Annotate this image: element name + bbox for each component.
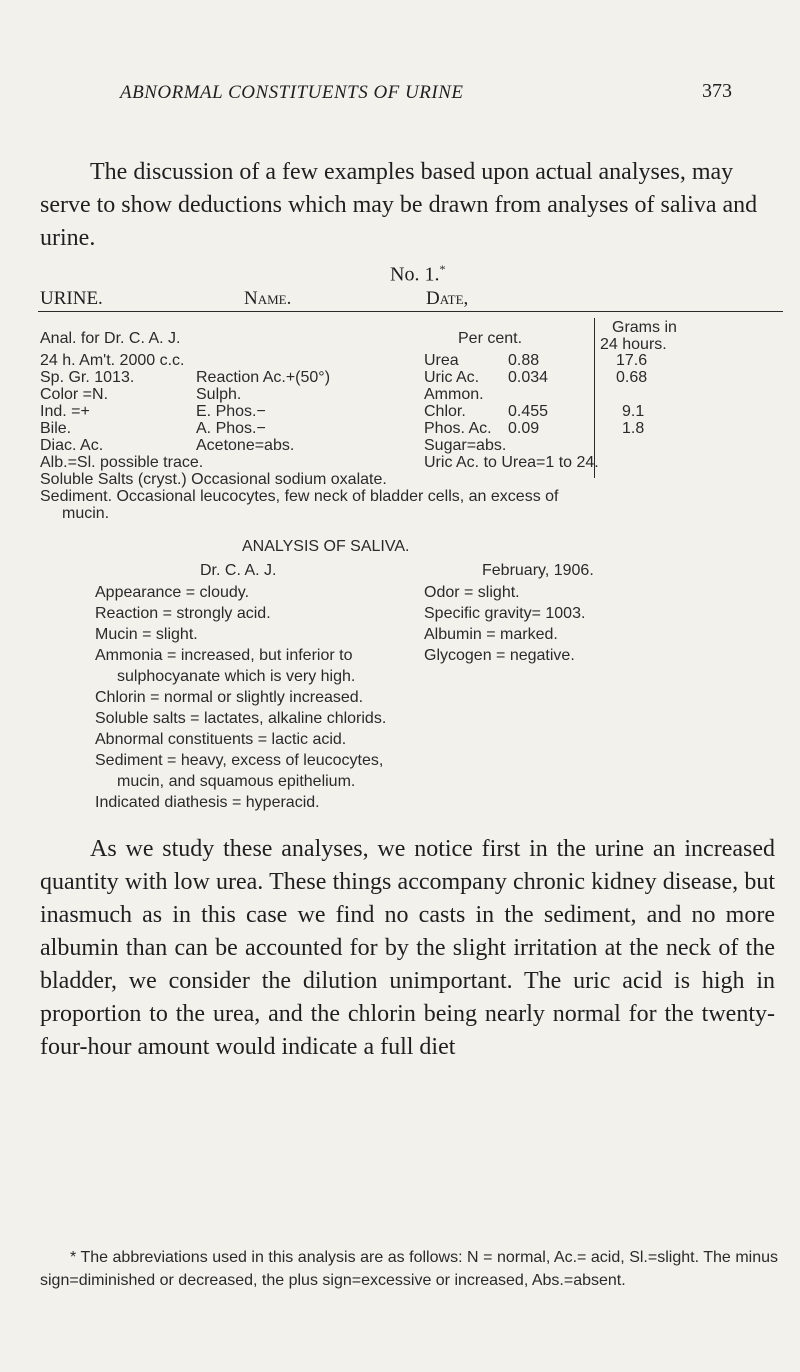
intro-paragraph (40, 156, 775, 255)
sediment-line: mucin. (62, 505, 110, 522)
left-row-b: Sulph. (196, 386, 242, 403)
saliva-left-line: Appearance = cloudy. (95, 584, 250, 601)
constituent-name: Urea (424, 352, 459, 369)
col-name: Name. (244, 288, 292, 309)
footnote (40, 1246, 778, 1292)
analysis-number-label: No. 1. (390, 263, 440, 286)
left-row-b: Acetone=abs. (196, 437, 295, 454)
constituent-grams: 0.68 (616, 369, 648, 386)
discussion-paragraph (40, 833, 775, 1064)
saliva-right-line: Albumin = marked. (424, 626, 558, 643)
constituent-percent: 0.034 (508, 369, 549, 386)
albumin-note: Alb.=Sl. possible trace. (40, 454, 204, 471)
saliva-left-line: Reaction = strongly acid. (95, 605, 271, 622)
left-row-a: Color =N. (40, 386, 109, 403)
anal-for: Anal. for Dr. C. A. J. (40, 330, 181, 347)
saliva-right-line: Odor = slight. (424, 584, 520, 601)
footnote-text: * The abbreviations used in this analysis are as follows: N = normal, Ac.= acid, Sl.=slight. The minus sign=diminished or decreased, the plus sign=excessive or increased, Abs.=absent. (40, 1249, 778, 1289)
saliva-right-line: Specific gravity= 1003. (424, 605, 586, 622)
saliva-left-line: mucin, and squamous epithelium. (117, 773, 356, 790)
footnote-marker: * (439, 262, 446, 276)
left-row-a: Bile. (40, 420, 72, 437)
constituent-name: Uric Ac. (424, 369, 480, 386)
discussion-text: As we study these analyses, we notice first in the urine an increased quantity with low urea. These things accompany chronic kidney disease, but inasmuch as in this case we find no casts in the sediment, and no more albumin than can be accounted for by the slight irritation at the neck of the bladder, we consider the dilution unimportant. The uric acid is high in proportion to the urea, and the chlorin being nearly normal for the twenty-four-hour amount would indicate a full diet (40, 836, 775, 1060)
saliva-left-line: sulphocyanate which is very high. (117, 668, 356, 685)
left-row-a: 24 h. Am't. 2000 c.c. (40, 352, 185, 369)
saliva-left-line: Sediment = heavy, excess of leucocytes, (95, 752, 384, 769)
page-number: 373 (702, 80, 732, 102)
saliva-left-line: Ammonia = increased, but inferior to (95, 647, 353, 664)
saliva-date: February, 1906. (482, 562, 594, 579)
grams-header-line2: 24 hours. (600, 336, 667, 353)
left-row-a: Diac. Ac. (40, 437, 104, 454)
analysis-number (390, 262, 445, 287)
grams-header-line1: Grams in (612, 319, 677, 336)
header-rule (38, 311, 783, 312)
constituent-percent: 0.88 (508, 352, 540, 369)
constituent-name: Ammon. (424, 386, 484, 403)
left-row-a: Sp. Gr. 1013. (40, 369, 135, 386)
uric-urea-ratio: Uric Ac. to Urea=1 to 24. (424, 454, 599, 471)
saliva-left-line: Abnormal constituents = lactic acid. (95, 731, 347, 748)
constituent-grams: 1.8 (622, 420, 645, 437)
constituent-grams: 17.6 (616, 352, 648, 369)
constituent-percent: 0.09 (508, 420, 540, 437)
saliva-title: ANALYSIS OF SALIVA. (242, 538, 410, 555)
constituent-name: Phos. Ac. (424, 420, 492, 437)
header-title: ABNORMAL CONSTITUENTS OF URINE (120, 82, 464, 103)
sediment-line: Sediment. Occasional leucocytes, few neck of bladder cells, an excess of (40, 488, 559, 505)
constituent-grams: 9.1 (622, 403, 645, 420)
soluble-salts: Soluble Salts (cryst.) Occasional sodium oxalate. (40, 471, 387, 488)
saliva-left-line: Mucin = slight. (95, 626, 198, 643)
col-date: Date, (426, 288, 469, 309)
left-row-b: Reaction Ac.+(50°) (196, 369, 331, 386)
saliva-left-line: Soluble salts = lactates, alkaline chlorids. (95, 710, 387, 727)
saliva-right-line: Glycogen = negative. (424, 647, 575, 664)
col-urine: URINE. (40, 288, 103, 309)
constituent-name: Sugar=abs. (424, 437, 507, 454)
per-cent-header: Per cent. (458, 330, 523, 347)
saliva-doctor: Dr. C. A. J. (200, 562, 277, 579)
intro-text: The discussion of a few examples based upon actual analyses, may serve to show deductions which may be drawn from analyses of saliva and urine. (40, 159, 758, 251)
constituent-percent: 0.455 (508, 403, 549, 420)
left-row-b: A. Phos.− (196, 420, 266, 437)
saliva-left-line: Indicated diathesis = hyperacid. (95, 794, 320, 811)
saliva-left-line: Chlorin = normal or slightly increased. (95, 689, 364, 706)
left-row-a: Ind. =+ (40, 403, 90, 420)
left-row-b: E. Phos.− (196, 403, 266, 420)
constituent-name: Chlor. (424, 403, 466, 420)
